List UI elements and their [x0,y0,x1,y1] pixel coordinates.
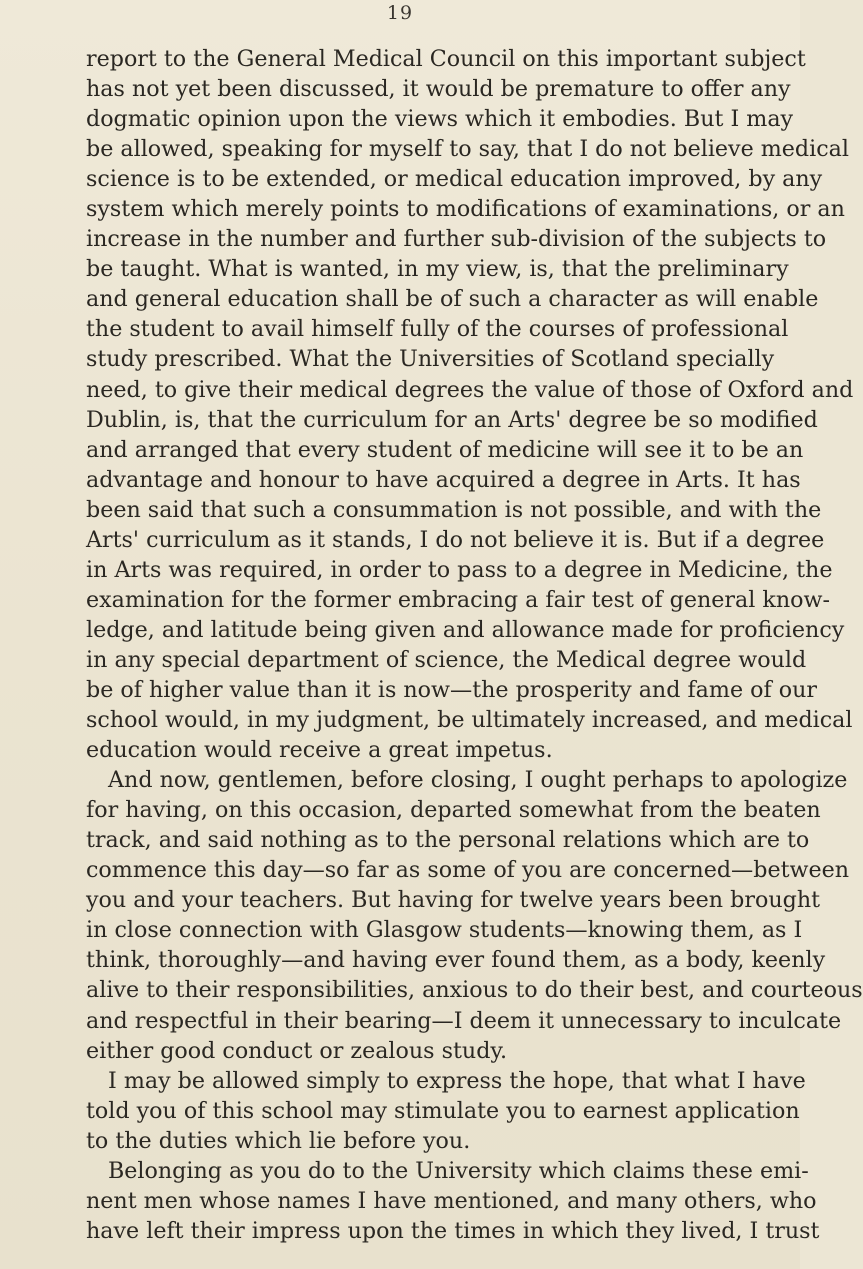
text-line: Arts' curriculum as it stands, I do not believe it is. But if a degree [86,526,825,553]
paragraph [86,765,863,1065]
text-line: I may be allowed simply to express the hope, that what I have [108,1067,806,1094]
text-line: you and your teachers. But having for twelve years been brought [86,887,821,914]
text-line: in any special department of science, the Medical degree would [86,646,807,673]
text-body [86,44,863,1246]
text-line: be of higher value than it is now—the prosperity and fame of our [86,676,818,703]
text-line: advantage and honour to have acquired a degree in Arts. It has [86,466,801,493]
text-line: been said that such a consummation is not possible, and with the [86,496,822,523]
text-line: be taught. What is wanted, in my view, is, that the preliminary [86,256,789,283]
text-line: commence this day—so far as some of you are concerned—between [86,857,850,884]
paragraph [86,1066,806,1156]
text-line: track, and said nothing as to the personal relations which are to [86,827,810,854]
text-line: told you of this school may stimulate you to earnest application [86,1097,800,1124]
text-line: has not yet been discussed, it would be premature to offer any [86,76,791,103]
text-line: to the duties which lie before you. [86,1127,471,1154]
text-line: have left their impress upon the times in which they lived, I trust [86,1217,820,1244]
text-line: in Arts was required, in order to pass to a degree in Medicine, the [86,556,833,583]
text-line: education would receive a great impetus. [86,737,553,764]
text-line: Belonging as you do to the University which claims these emi- [108,1157,809,1184]
paragraph [86,44,854,765]
text-line: science is to be extended, or medical education improved, by any [86,166,823,193]
text-line: think, thoroughly—and having ever found them, as a body, keenly [86,947,826,974]
text-line: system which merely points to modifications of examinations, or an [86,196,845,223]
text-line: dogmatic opinion upon the views which it embodies. But I may [86,106,794,133]
text-line: nent men whose names I have mentioned, and many others, who [86,1187,817,1214]
text-line: and general education shall be of such a character as will enable [86,286,819,313]
text-line: school would, in my judgment, be ultimately increased, and medical [86,707,853,734]
text-line: examination for the former embracing a fair test of general know- [86,586,830,613]
paragraph [86,1156,820,1246]
text-line: Dublin, is, that the curriculum for an Arts' degree be so modified [86,406,818,433]
text-line: and arranged that every student of medicine will see it to be an [86,436,804,463]
text-line: And now, gentlemen, before closing, I ought perhaps to apologize [108,767,848,794]
page-number: 19 [386,2,414,24]
text-line: report to the General Medical Council on this important subject [86,46,806,72]
text-line: in close connection with Glasgow students—knowing them, as I [86,917,803,944]
text-line: be allowed, speaking for myself to say, that I do not believe medical [86,136,849,163]
text-line: increase in the number and further sub-division of the subjects to [86,226,827,253]
text-line: for having, on this occasion, departed somewhat from the beaten [86,797,821,824]
text-line: alive to their responsibilities, anxious to do their best, and courteous [86,977,863,1004]
text-line: the student to avail himself fully of the courses of professional [86,316,789,343]
text-line: study prescribed. What the Universities of Scotland specially [86,346,775,373]
text-line: either good conduct or zealous study. [86,1037,508,1064]
text-line: ledge, and latitude being given and allowance made for proficiency [86,616,845,643]
text-line: and respectful in their bearing—I deem it unnecessary to inculcate [86,1007,842,1034]
text-line: need, to give their medical degrees the value of those of Oxford and [86,376,854,403]
